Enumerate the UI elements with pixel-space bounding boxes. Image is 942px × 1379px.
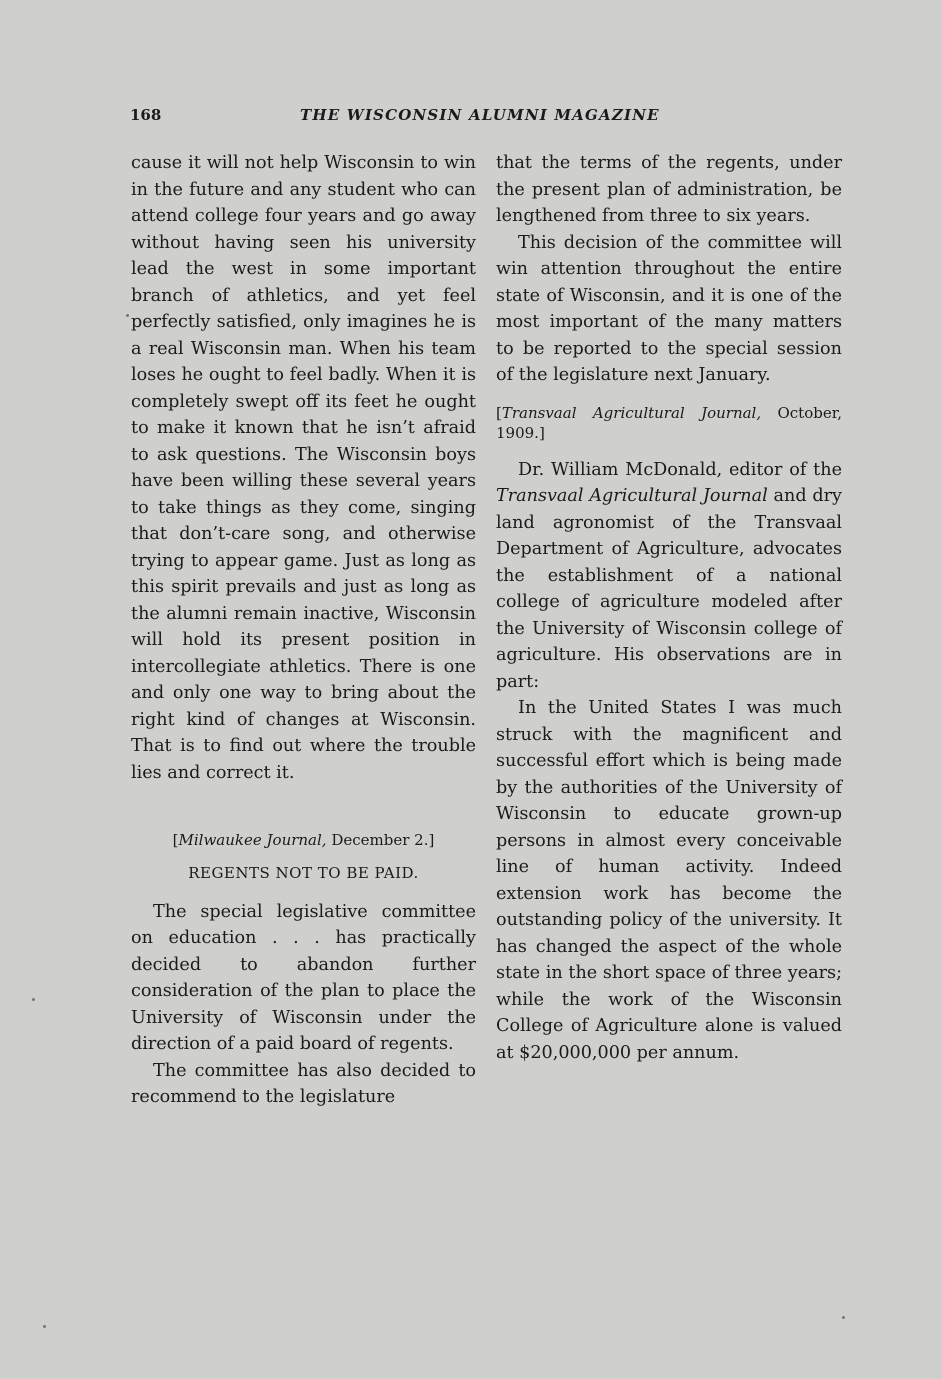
journal-title: Transvaal Agricultural Journal bbox=[496, 486, 768, 506]
citation-bracket: [ bbox=[172, 831, 179, 849]
paragraph: The special legislative committee on education . . . has practically decided to abandon further consideration of the plan to place the University of Wisconsin under the direction of a paid board of regents. bbox=[131, 901, 476, 1054]
print-speck bbox=[842, 1316, 845, 1319]
page-number: 168 bbox=[130, 106, 162, 124]
source-citation bbox=[131, 830, 476, 850]
paragraph: This decision of the committee will win attention throughout the entire state of Wisconsin, and it is one of the most important of the many matters to be reported to the special session of the legislature next January. bbox=[496, 232, 842, 385]
print-speck bbox=[43, 1325, 46, 1328]
citation-date: December 2.] bbox=[326, 831, 435, 849]
left-column bbox=[131, 150, 476, 1111]
source-citation bbox=[496, 403, 842, 443]
paragraph: cause it will not help Wisconsin to win in the future and any student who can attend college four years and go away without having seen his university lead the west in some important branch of athletics, and yet feel perfectly satisfied, only imagines he is a real Wisconsin man. When his team loses he ought to feel badly. When it is completely swept off its feet he ought to make it known that he isn’t afraid to ask questions. The Wisconsin boys have been willing these several years to take things as they come, singing that don’t-care song, and otherwise trying to appear game. Just as long as this spirit prevails and just as long as the alumni remain inactive, Wisconsin will hold its present position in intercollegiate athletics. There is one and only one way to bring about the right kind of changes at Wisconsin. That is to find out where the trouble lies and correct it. bbox=[131, 153, 476, 783]
paragraph-text: Dr. William McDonald, editor of the bbox=[518, 459, 842, 480]
paragraph bbox=[496, 457, 842, 696]
right-column bbox=[496, 150, 842, 1066]
citation-date: October, 1909.] bbox=[496, 403, 843, 442]
paragraph: In the United States I was much struck with the magnificent and successful effort which is being made by the authorities of the University of Wisconsin to educate grown-up persons in almost every conceivable line of human activity. Indeed extension work has become the outstanding policy of the university. It has changed the aspect of the whole state in the short space of three years; while the work of the Wisconsin College of Agriculture alone is valued at $20,000,000 per annum. bbox=[496, 698, 842, 1063]
citation-bracket: [ bbox=[496, 403, 502, 422]
paragraph-text: and dry land agronomist of the Transvaal Department of Agriculture, advocates the establishment of a national college of agriculture modeled after the University of Wisconsin college of agriculture. His observations are in part: bbox=[496, 486, 842, 692]
paragraph: that the terms of the regents, under the present plan of administration, be lengthened from three to six years. bbox=[496, 153, 842, 226]
print-speck bbox=[32, 998, 35, 1001]
publication-name: Milwaukee Journal, bbox=[178, 831, 327, 849]
article-heading: REGENTS NOT TO BE PAID. bbox=[188, 864, 419, 882]
paragraph: The committee has also decided to recommend to the legislature bbox=[131, 1060, 476, 1107]
running-title: THE WISCONSIN ALUMNI MAGAZINE bbox=[300, 106, 660, 124]
publication-name: Transvaal Agricultural Journal, bbox=[501, 403, 762, 422]
page-header bbox=[0, 106, 942, 130]
print-speck bbox=[126, 314, 129, 317]
